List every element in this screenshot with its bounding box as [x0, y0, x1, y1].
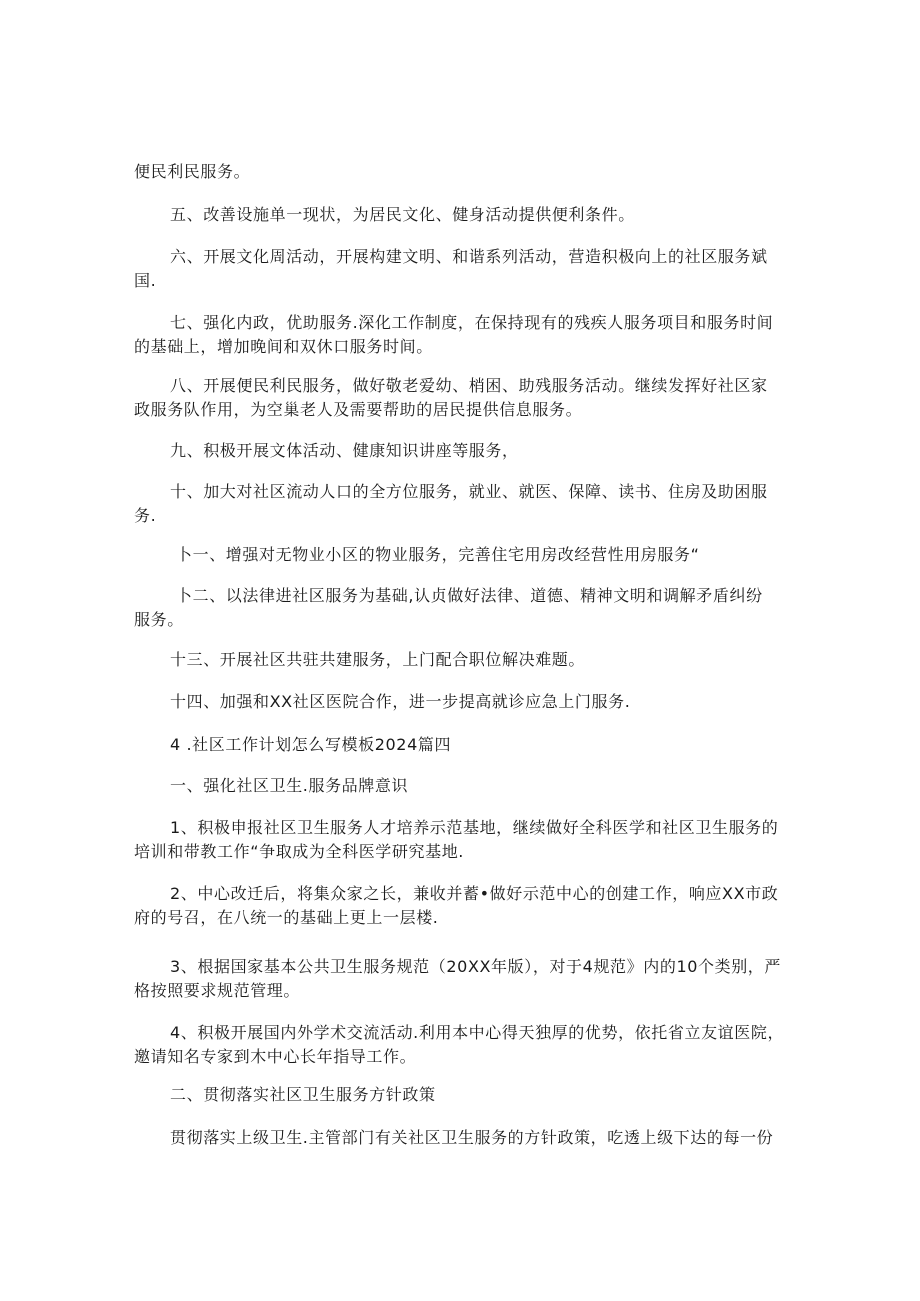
- text-line: 3、根据国家基本公共卫生服务规范（20XX年版），对于4规范》内的10个类别，严: [170, 957, 782, 976]
- text-line: 十三、开展社区共驻共建服务，上门配合职位解决难题。: [170, 650, 586, 669]
- text-line: 六、开展文化周活动，开展构建文明、和谐系列活动，营造积极向上的社区服务斌: [170, 247, 768, 266]
- text-line: 五、改善设施单一现状，为居民文化、健身活动提供便利条件。: [170, 205, 635, 224]
- text-line: 十四、加强和XX社区医院合作，进一步提高就诊应急上门服务.: [170, 692, 631, 711]
- text-line: 4、积极开展国内外学术交流活动.利用本中心得天独厚的优势，依托省立友谊医院，: [170, 1023, 785, 1042]
- text-line: 政服务队作用，为空巢老人及需要帮助的居民提供信息服务。: [134, 400, 583, 419]
- text-line: 邀请知名专家到木中心长年指导工作。: [134, 1047, 417, 1066]
- section-heading: 4 .社区工作计划怎么写模板2024篇四: [170, 735, 452, 754]
- text-line: 的基础上，增加晚间和双休口服务时间。: [134, 337, 433, 356]
- text-line: 培训和带教工作“争取成为全科医学研究基地.: [134, 842, 464, 861]
- text-line: 九、积极开展文体活动、健康知识讲座等服务，: [170, 441, 519, 460]
- text-line: 服务。: [134, 610, 184, 629]
- text-line: 二、贯彻落实社区卫生服务方针政策: [170, 1085, 436, 1104]
- text-line: 府的号召，在八统一的基础上更上一层楼.: [134, 908, 439, 927]
- text-line: 十、加大对社区流动人口的全方位服务，就业、就医、保障、读书、住房及助困服: [170, 482, 768, 501]
- text-line: 八、开展便民利民服务，做好敬老爱幼、梢困、助残服务活动。继续发挥好社区家: [170, 376, 768, 395]
- text-line: 贯彻落实上级卫生.主管部门有关社区卫生服务的方针政策，吃透上级下达的每一份: [170, 1128, 774, 1147]
- text-line: 2、中心改迁后，将集众家之长，兼收并蓄•做好示范中心的创建工作，响应XX市政: [170, 884, 779, 903]
- text-line: 1、积极申报社区卫生服务人才培养示范基地，继续做好全科医学和社区卫生服务的: [170, 818, 779, 837]
- text-line: 务.: [134, 506, 157, 525]
- text-line: 卜一、增强对无物业小区的物业服务，完善住宅用房改经营性用房服务“: [176, 545, 700, 564]
- text-line: 卜二、以法律进社区服务为基础,认贞做好法律、道德、精神文明和调解矛盾纠纷: [176, 586, 763, 605]
- text-line: 国.: [134, 271, 157, 290]
- text-line: 七、强化内政，优助服务.深化工作制度，在保持现有的残疾人服务项目和服务时间: [170, 313, 774, 332]
- text-line: 便民利民服务。: [134, 162, 251, 181]
- text-line: 一、强化社区卫生.服务品牌意识: [170, 776, 409, 795]
- text-line: 格按照要求规范管理。: [134, 981, 301, 1000]
